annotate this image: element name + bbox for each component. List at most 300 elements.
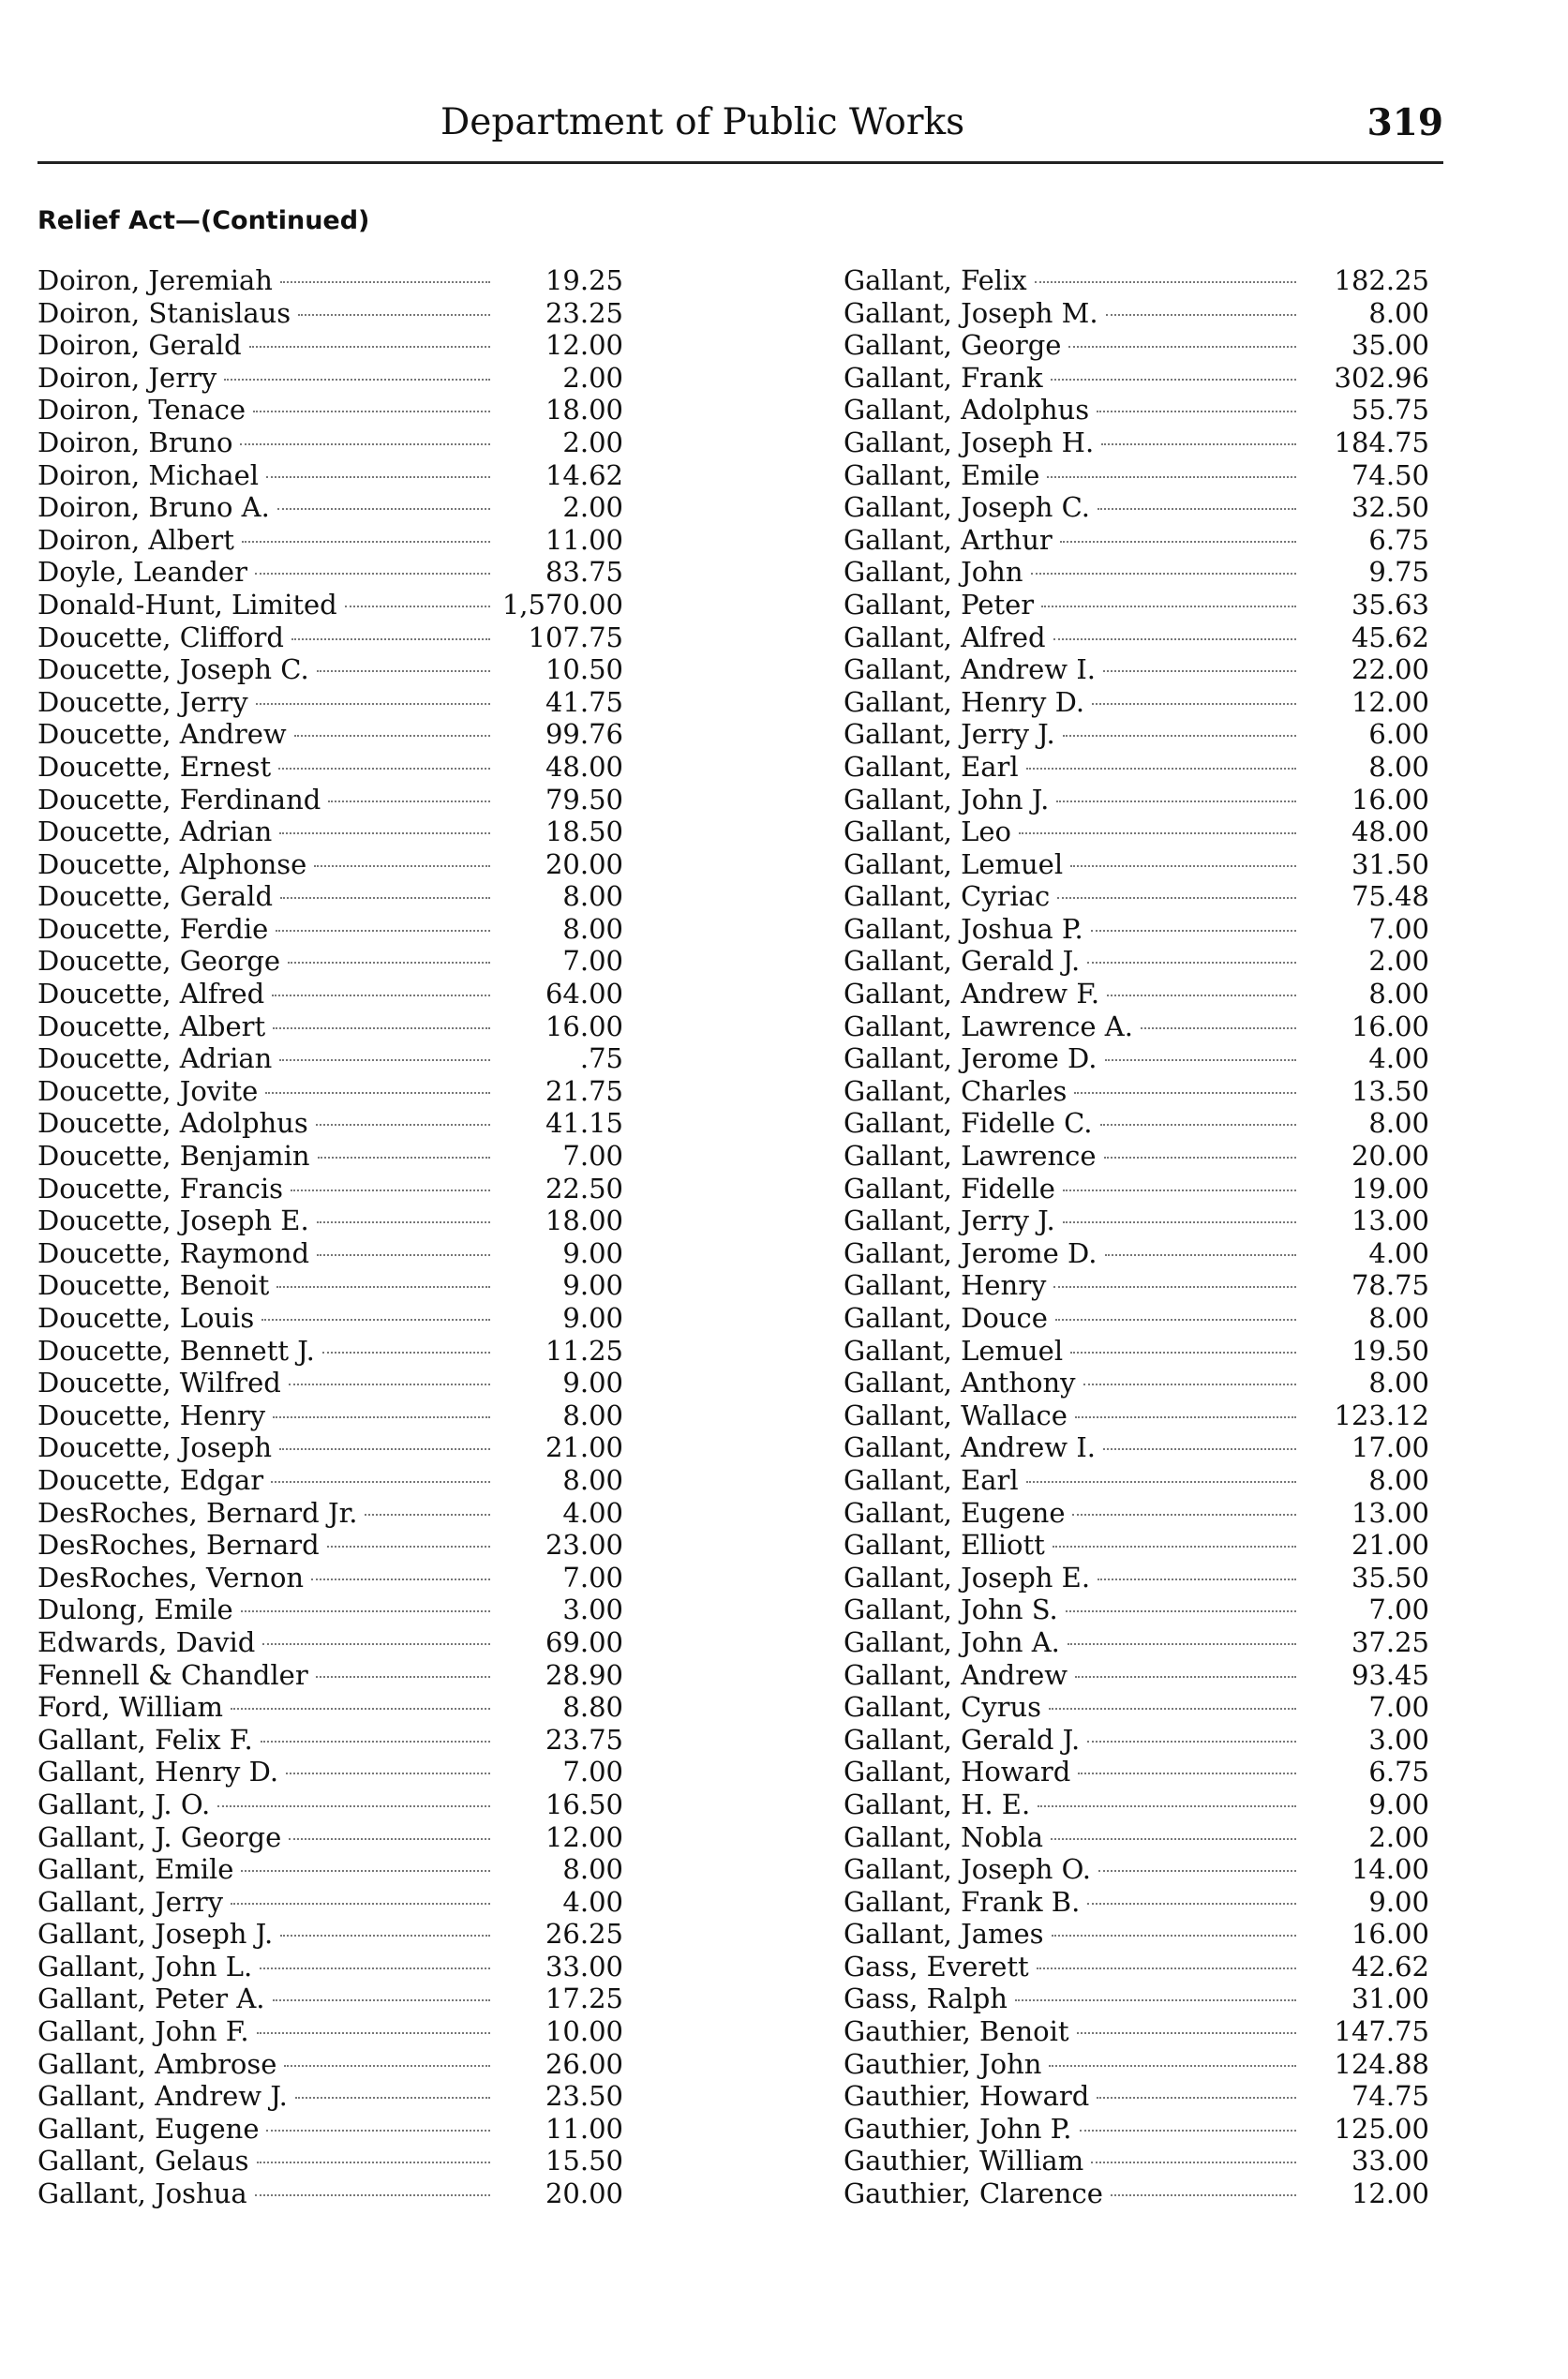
dot-leader — [1063, 735, 1296, 737]
entry-name: Gallant, Henry — [844, 1269, 1047, 1302]
list-item — [844, 686, 1429, 719]
entry-amount: 13.00 — [1351, 1496, 1429, 1529]
dot-leader — [1049, 2065, 1296, 2067]
dot-leader — [1078, 1773, 1296, 1774]
list-item — [844, 1269, 1429, 1302]
entry-name: Doiron, Bruno A. — [37, 491, 270, 524]
entry-name: Dulong, Emile — [37, 1593, 233, 1626]
list-item — [37, 1562, 623, 1594]
page-header — [37, 101, 1443, 157]
entry-name: Gallant, Andrew I. — [844, 1431, 1096, 1464]
entry-name: Doucette, Benjamin — [37, 1140, 310, 1173]
list-item — [844, 491, 1429, 524]
entry-name: Gallant, Douce — [844, 1302, 1048, 1334]
list-item — [37, 1335, 623, 1368]
entry-name: Gallant, Emile — [37, 1853, 234, 1886]
entry-name: Gallant, Nobla — [844, 1820, 1044, 1853]
list-item — [844, 913, 1429, 946]
list-item — [844, 394, 1429, 426]
entry-name: Gauthier, Howard — [844, 2080, 1090, 2113]
dot-leader — [1105, 1254, 1297, 1256]
entry-amount: 8.00 — [1368, 296, 1429, 329]
dot-leader — [328, 800, 490, 802]
dot-leader — [1038, 1805, 1296, 1807]
entry-amount: 8.00 — [1368, 978, 1429, 1010]
dot-leader — [279, 1448, 490, 1450]
entry-name: Doucette, Benoit — [37, 1269, 270, 1302]
entry-amount: 26.00 — [545, 2047, 623, 2080]
dot-leader — [318, 1157, 490, 1159]
dot-leader — [231, 1708, 490, 1710]
entry-amount: 302.96 — [1334, 361, 1429, 394]
dot-leader — [1068, 1643, 1296, 1645]
dot-leader — [345, 606, 490, 607]
entry-amount: 8.00 — [562, 912, 623, 945]
entry-name: Gallant, Cyriac — [844, 880, 1051, 913]
list-item — [37, 362, 623, 395]
entry-amount: 17.00 — [1351, 1431, 1429, 1464]
entry-name: Gallant, Leo — [844, 815, 1011, 848]
entry-name: Gallant, John A. — [844, 1625, 1060, 1658]
page-title: Department of Public Works — [441, 101, 965, 143]
dot-leader — [242, 541, 490, 543]
entry-name: Donald-Hunt, Limited — [37, 588, 337, 621]
list-item — [844, 880, 1429, 913]
list-item — [844, 718, 1429, 751]
dot-leader — [1037, 1968, 1296, 1969]
entry-amount: 16.00 — [1351, 783, 1429, 815]
entry-amount: 79.50 — [545, 783, 623, 815]
entry-name: Gallant, Henry D. — [37, 1756, 279, 1788]
list-item — [37, 1237, 623, 1270]
list-item — [844, 2113, 1429, 2146]
dot-leader — [266, 476, 490, 478]
dot-leader — [1106, 314, 1296, 316]
entry-amount: 8.00 — [562, 1853, 623, 1886]
entry-amount: 8.00 — [1368, 1302, 1429, 1334]
entry-name: Doucette, Louis — [37, 1302, 255, 1334]
list-item — [37, 2080, 623, 2113]
dot-leader — [1074, 1092, 1296, 1094]
list-item — [37, 589, 623, 621]
entry-amount: 42.62 — [1351, 1950, 1429, 1982]
dot-leader — [277, 508, 490, 510]
dot-leader — [1104, 1157, 1296, 1159]
entry-name: Gass, Everett — [844, 1950, 1029, 1982]
list-item — [37, 718, 623, 751]
list-item — [37, 1204, 623, 1237]
entry-amount: 7.00 — [1368, 1691, 1429, 1724]
list-item — [844, 1756, 1429, 1788]
list-item — [37, 2177, 623, 2210]
dot-leader — [311, 1579, 490, 1580]
dot-leader — [1051, 1838, 1296, 1840]
list-item — [844, 1982, 1429, 2015]
list-item — [844, 1010, 1429, 1043]
dot-leader — [257, 2032, 490, 2034]
dot-leader — [291, 1190, 490, 1191]
entry-amount: 35.63 — [1351, 588, 1429, 621]
entry-name: Doucette, Raymond — [37, 1236, 310, 1269]
list-item — [37, 1788, 623, 1821]
entry-amount: 19.00 — [1351, 1172, 1429, 1204]
dot-leader — [1075, 1676, 1296, 1678]
list-item — [37, 621, 623, 654]
entry-amount: 1,570.00 — [501, 588, 623, 621]
left-column — [37, 264, 623, 2210]
entry-amount: 93.45 — [1351, 1658, 1429, 1691]
entry-amount: 74.50 — [1351, 458, 1429, 491]
entry-amount: 6.00 — [1368, 718, 1429, 751]
list-item — [37, 297, 623, 330]
entry-name: Gallant, Eugene — [37, 2112, 260, 2145]
entry-amount: 33.00 — [1351, 2145, 1429, 2177]
entry-amount: 3.00 — [1368, 1723, 1429, 1756]
entry-name: Gallant, Joseph O. — [844, 1853, 1091, 1886]
dot-leader — [1070, 865, 1296, 867]
entry-name: Doucette, Ferdinand — [37, 783, 321, 815]
entry-amount: 9.00 — [562, 1236, 623, 1269]
entry-amount: 16.00 — [1351, 1918, 1429, 1951]
entry-amount: 4.00 — [562, 1496, 623, 1529]
entry-amount: 8.00 — [562, 880, 623, 913]
dot-leader — [266, 2130, 490, 2132]
list-item — [37, 1691, 623, 1724]
entry-amount: 7.00 — [562, 945, 623, 978]
entry-name: Ford, William — [37, 1691, 224, 1724]
entry-amount: 20.00 — [545, 847, 623, 880]
dot-leader — [256, 703, 490, 705]
entry-name: Doucette, Alfred — [37, 978, 265, 1010]
entry-name: Gallant, Joseph C. — [844, 491, 1091, 524]
dot-leader — [1105, 1059, 1297, 1061]
list-item — [37, 1107, 623, 1140]
entry-name: Gallant, Adolphus — [844, 394, 1090, 426]
entry-amount: 18.50 — [545, 815, 623, 848]
entry-amount: 18.00 — [545, 1204, 623, 1237]
dot-leader — [1087, 962, 1296, 964]
entry-name: Gallant, Fidelle — [844, 1172, 1055, 1204]
dot-leader — [1103, 670, 1296, 672]
list-item — [844, 1529, 1429, 1562]
entry-name: Gallant, Lawrence — [844, 1140, 1097, 1173]
entry-name: Gallant, Jerry J. — [844, 718, 1055, 751]
entry-amount: 8.00 — [1368, 1107, 1429, 1140]
dot-leader — [280, 897, 490, 899]
list-item — [844, 784, 1429, 816]
entry-amount: 182.25 — [1334, 264, 1429, 296]
entry-name: Edwards, David — [37, 1625, 256, 1658]
list-item — [37, 686, 623, 719]
entry-name: Gallant, H. E. — [844, 1788, 1031, 1820]
dot-leader — [1075, 1416, 1296, 1418]
entry-amount: 12.00 — [545, 329, 623, 362]
entry-amount: 8.00 — [1368, 750, 1429, 783]
list-item — [844, 1691, 1429, 1724]
entry-amount: 21.75 — [545, 1074, 623, 1107]
entry-name: Gallant, George — [844, 329, 1062, 362]
entry-amount: 3.00 — [562, 1593, 623, 1626]
list-item — [844, 1724, 1429, 1757]
entry-amount: 64.00 — [545, 978, 623, 1010]
entry-name: Doiron, Michael — [37, 458, 260, 491]
entry-amount: 32.50 — [1351, 491, 1429, 524]
entry-amount: 2.00 — [1368, 1820, 1429, 1853]
dot-leader — [276, 930, 490, 932]
entry-amount: 22.00 — [1351, 653, 1429, 686]
entry-amount: 8.00 — [562, 1463, 623, 1496]
entry-name: Doucette, Jerry — [37, 685, 248, 718]
entry-name: Doucette, Francis — [37, 1172, 284, 1204]
entry-name: Fennell & Chandler — [37, 1658, 308, 1691]
dot-leader — [1019, 832, 1296, 834]
dot-leader — [1087, 1741, 1296, 1743]
entry-name: Doiron, Jerry — [37, 361, 217, 394]
list-item — [37, 459, 623, 492]
dot-leader — [1053, 638, 1296, 640]
entry-name: Doyle, Leander — [37, 556, 247, 589]
list-item — [37, 1399, 623, 1432]
entry-amount: 14.00 — [1351, 1853, 1429, 1886]
list-item — [844, 1107, 1429, 1140]
entry-amount: 74.75 — [1351, 2080, 1429, 2113]
entry-name: Gallant, John — [844, 556, 1023, 589]
entry-amount: 23.25 — [545, 296, 623, 329]
dot-leader — [1053, 1286, 1296, 1288]
list-item — [844, 2080, 1429, 2113]
entry-name: Gallant, Felix — [844, 264, 1027, 296]
list-item — [844, 1853, 1429, 1886]
list-item — [37, 913, 623, 946]
list-item — [37, 1431, 623, 1464]
list-item — [37, 784, 623, 816]
list-item — [37, 880, 623, 913]
entry-name: Doucette, Ferdie — [37, 912, 269, 945]
dot-leader — [1060, 541, 1296, 543]
entry-amount: 123.12 — [1334, 1399, 1429, 1431]
entry-amount: 35.50 — [1351, 1561, 1429, 1593]
list-item — [844, 459, 1429, 492]
list-item — [37, 1173, 623, 1205]
dot-leader — [1015, 1999, 1296, 2001]
list-item — [37, 1951, 623, 1983]
entry-amount: 11.00 — [545, 2112, 623, 2145]
entry-name: Gallant, James — [844, 1918, 1044, 1951]
entry-name: Doucette, Jovite — [37, 1074, 259, 1107]
list-item — [844, 1593, 1429, 1626]
entry-amount: 19.50 — [1351, 1334, 1429, 1367]
entry-name: Doucette, Bennett J. — [37, 1334, 315, 1367]
entry-name: Doucette, Joseph — [37, 1431, 273, 1464]
entry-amount: 184.75 — [1334, 426, 1429, 458]
entry-amount: 107.75 — [528, 621, 623, 653]
entry-name: Gallant, Cyrus — [844, 1691, 1042, 1724]
dot-leader — [1098, 1870, 1296, 1872]
page-number: 319 — [1366, 101, 1443, 144]
entry-amount: 41.75 — [545, 685, 623, 718]
entry-name: Gallant, Henry D. — [844, 685, 1085, 718]
entry-amount: 8.00 — [1368, 1463, 1429, 1496]
dot-leader — [1141, 1027, 1296, 1029]
dot-leader — [1101, 443, 1296, 445]
dot-leader — [241, 1870, 490, 1872]
entry-amount: 48.00 — [1351, 815, 1429, 848]
entry-amount: 45.62 — [1351, 621, 1429, 653]
dot-leader — [1080, 2130, 1296, 2132]
dot-leader — [365, 1514, 490, 1516]
entry-amount: 7.00 — [1368, 1593, 1429, 1626]
entry-name: Doiron, Jeremiah — [37, 264, 273, 296]
list-item — [37, 751, 623, 784]
dot-leader — [1097, 2097, 1296, 2099]
list-item — [37, 426, 623, 459]
list-item — [844, 1821, 1429, 1854]
dot-leader — [1098, 1579, 1296, 1580]
dot-leader — [1098, 508, 1296, 510]
list-item — [844, 1204, 1429, 1237]
entry-name: Gallant, Andrew J. — [37, 2080, 288, 2113]
list-item — [37, 2015, 623, 2048]
dot-leader — [280, 281, 490, 283]
entry-name: Gauthier, John P. — [844, 2112, 1072, 2145]
entry-name: Gallant, Joseph H. — [844, 426, 1095, 458]
entry-name: Gallant, Jerry J. — [844, 1204, 1055, 1237]
entry-amount: 23.75 — [545, 1723, 623, 1756]
entry-amount: 9.00 — [1368, 1788, 1429, 1820]
entry-name: Gallant, Andrew I. — [844, 653, 1096, 686]
entry-name: Gallant, Lemuel — [844, 847, 1064, 880]
list-item — [37, 2048, 623, 2081]
entry-name: Gallant, Eugene — [844, 1496, 1066, 1529]
right-column — [844, 264, 1429, 2210]
dot-leader — [1031, 573, 1296, 575]
entry-name: Doucette, Clifford — [37, 621, 284, 653]
list-item — [844, 1497, 1429, 1530]
entry-amount: 19.25 — [545, 264, 623, 296]
entry-name: Gallant, Emile — [844, 458, 1040, 491]
dot-leader — [1035, 281, 1296, 283]
entry-name: Gallant, John S. — [844, 1593, 1058, 1626]
list-item — [844, 2048, 1429, 2081]
entry-amount: 9.00 — [1368, 1885, 1429, 1918]
section-title: Relief Act—(Continued) — [37, 206, 370, 235]
dot-leader — [280, 1935, 490, 1937]
entry-name: Doiron, Gerald — [37, 329, 242, 362]
dot-leader — [1091, 2162, 1296, 2163]
entry-amount: 10.50 — [545, 653, 623, 686]
list-item — [844, 1659, 1429, 1692]
dot-leader — [1083, 1384, 1296, 1385]
entry-name: Gallant, Felix F. — [37, 1723, 253, 1756]
list-item — [37, 329, 623, 362]
list-item — [844, 1042, 1429, 1075]
dot-leader — [261, 1741, 490, 1743]
dot-leader — [255, 2194, 490, 2196]
entry-name: Gauthier, John — [844, 2047, 1042, 2080]
entry-amount: 6.75 — [1368, 1756, 1429, 1788]
dot-leader — [1100, 1124, 1297, 1126]
list-item — [37, 1821, 623, 1854]
dot-leader — [294, 735, 490, 737]
entry-amount: 21.00 — [545, 1431, 623, 1464]
entry-amount: 75.48 — [1351, 880, 1429, 913]
list-item — [37, 2113, 623, 2146]
list-item — [844, 589, 1429, 621]
list-item — [844, 1626, 1429, 1659]
entry-amount: 18.00 — [545, 394, 623, 426]
entry-amount: 15.50 — [545, 2145, 623, 2177]
list-item — [37, 1497, 623, 1530]
dot-leader — [317, 670, 490, 672]
list-item — [844, 1788, 1429, 1821]
entry-name: Gallant, Lemuel — [844, 1334, 1064, 1367]
entry-amount: 69.00 — [545, 1625, 623, 1658]
entry-amount: 16.00 — [1351, 1010, 1429, 1042]
entry-amount: 31.50 — [1351, 847, 1429, 880]
entry-name: Gallant, Jerome D. — [844, 1236, 1098, 1269]
entry-amount: 11.00 — [545, 523, 623, 556]
list-item — [37, 1010, 623, 1043]
dot-leader — [289, 1838, 490, 1840]
entry-name: Doucette, Alphonse — [37, 847, 307, 880]
list-item — [844, 815, 1429, 848]
list-item — [37, 1367, 623, 1399]
entry-amount: 22.50 — [545, 1172, 623, 1204]
entry-amount: 2.00 — [1368, 945, 1429, 978]
dot-leader — [255, 573, 490, 575]
dot-leader — [291, 638, 490, 640]
dot-leader — [1111, 2194, 1296, 2196]
entry-name: Gallant, Joshua P. — [844, 912, 1083, 945]
entry-amount: 9.00 — [562, 1302, 623, 1334]
dot-leader — [271, 1481, 490, 1483]
entry-amount: 2.00 — [562, 491, 623, 524]
entry-name: Gallant, John J. — [844, 783, 1050, 815]
entry-name: Gallant, Alfred — [844, 621, 1046, 653]
list-item — [844, 1140, 1429, 1173]
list-item — [844, 329, 1429, 362]
entry-amount: 16.50 — [545, 1788, 623, 1820]
entry-name: Gallant, Jerry — [37, 1885, 223, 1918]
dot-leader — [1056, 800, 1296, 802]
entry-amount: 7.00 — [562, 1140, 623, 1173]
entry-name: Gallant, Charles — [844, 1074, 1068, 1107]
entry-name: Doucette, Andrew — [37, 718, 287, 751]
dot-leader — [314, 865, 490, 867]
entry-name: Doucette, Edgar — [37, 1463, 264, 1496]
list-item — [37, 978, 623, 1010]
entry-amount: 10.00 — [545, 2015, 623, 2048]
list-item — [37, 1075, 623, 1108]
entry-name: Gallant, J. George — [37, 1820, 282, 1853]
dot-leader — [1068, 346, 1296, 348]
list-item — [844, 556, 1429, 589]
list-item — [37, 1269, 623, 1302]
dot-leader — [1063, 1221, 1296, 1223]
dot-leader — [231, 1903, 490, 1905]
entry-name: Doiron, Stanislaus — [37, 296, 291, 329]
dot-leader — [288, 962, 490, 964]
entry-name: Gallant, John F. — [37, 2015, 249, 2048]
list-item — [844, 1399, 1429, 1432]
entry-amount: 78.75 — [1351, 1269, 1429, 1302]
list-item — [844, 1886, 1429, 1919]
entry-amount: .75 — [579, 1042, 623, 1075]
list-item — [844, 1562, 1429, 1594]
entry-name: Gallant, Earl — [844, 1463, 1019, 1496]
dot-leader — [1053, 1546, 1296, 1548]
entry-name: Gallant, Ambrose — [37, 2047, 277, 2080]
